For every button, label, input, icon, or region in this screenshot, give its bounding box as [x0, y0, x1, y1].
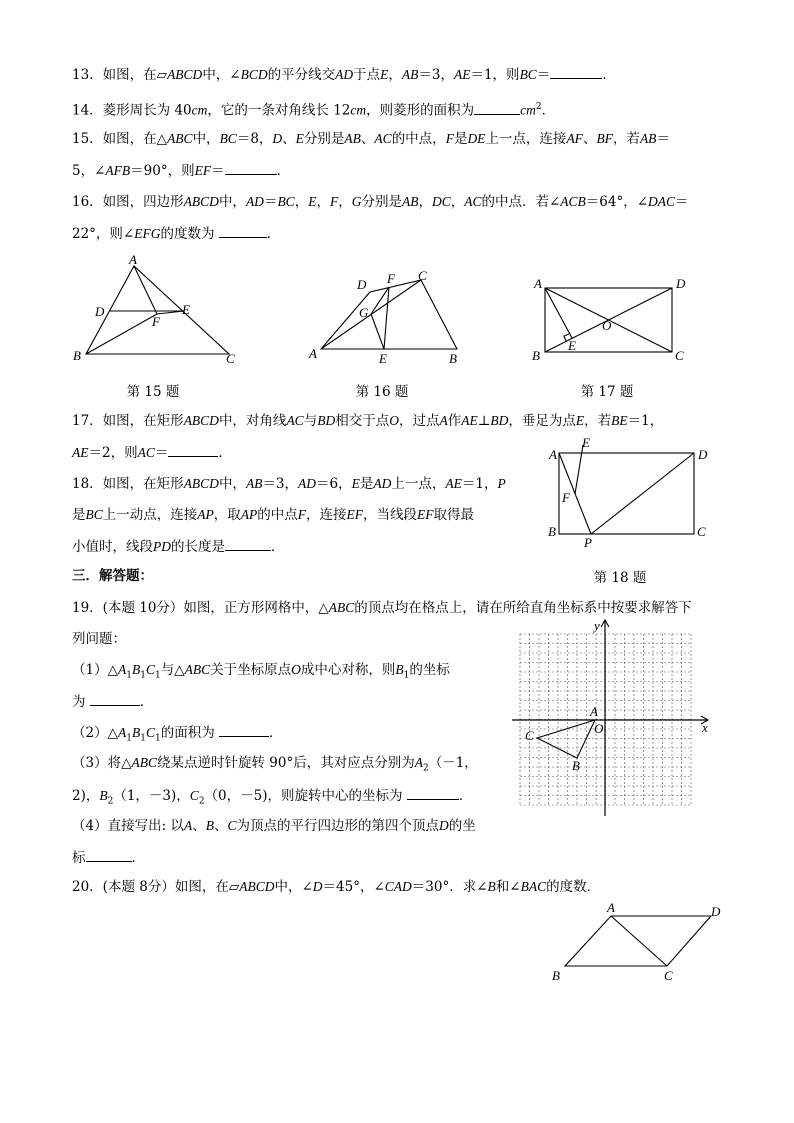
- label-f: F: [152, 314, 160, 329]
- question-14: 14．菱形周长为 40cm，它的一条对角线长 12cm，则菱形的面积为 $cm^2$．: [72, 97, 555, 121]
- question-19-part-1: $(1)\triangle A_1B_1C_1$与△ABC关于坐标原点O成中心对称，则$B_1$的坐标: [72, 662, 450, 681]
- label-b: B: [552, 968, 560, 983]
- label-a: A: [129, 252, 137, 267]
- segment-pd: [591, 453, 694, 534]
- answer-blank[interactable]: [86, 847, 132, 862]
- question-13: 13．如图，在▱ABCD中，∠BCD的平分线交AD于点E，AB＝3，AE＝1，则BC＝ ．: [72, 64, 616, 85]
- label-x: x: [702, 720, 708, 735]
- figure-18: [544, 436, 714, 550]
- label-o: O: [602, 318, 612, 333]
- answer-blank[interactable]: [90, 691, 140, 706]
- label-a: A: [590, 704, 598, 719]
- question-17-line-2: AE＝2，则AC＝ ．: [72, 442, 232, 463]
- label-y: y: [594, 618, 600, 633]
- label-d: D: [698, 447, 708, 462]
- label-d: D: [711, 904, 721, 919]
- label-a: A: [534, 276, 542, 291]
- figure-19-grid: [510, 616, 720, 820]
- label-b: B: [73, 348, 81, 363]
- label-g: G: [359, 305, 369, 320]
- label-b: B: [548, 524, 556, 539]
- label-p: P: [584, 535, 592, 550]
- label-f: F: [562, 490, 570, 505]
- label-c: C: [418, 268, 427, 283]
- answer-blank[interactable]: [225, 160, 277, 175]
- question-19-line-2: 列问题：: [72, 631, 126, 647]
- section-heading: 三．解答题：: [72, 568, 153, 584]
- question-15-line-2: 5，∠AFB＝90°，则EF＝ ．: [72, 160, 290, 181]
- label-f: F: [387, 271, 395, 286]
- figure-16: [302, 266, 472, 370]
- label-d: D: [676, 276, 686, 291]
- label-e: E: [182, 302, 190, 317]
- answer-blank[interactable]: [225, 536, 271, 551]
- answer-blank[interactable]: [550, 64, 602, 79]
- label-c: C: [697, 524, 706, 539]
- segment-af: [134, 266, 157, 314]
- triangle-abc: [86, 266, 229, 354]
- answer-blank[interactable]: [219, 722, 269, 737]
- question-19-part-4: （4）直接写出: 以A、B、C为顶点的平行四边形的第四个顶点D的坐: [72, 818, 476, 834]
- question-17-line-1: 17．如图，在矩形ABCD中，对角线AC与BD相交于点O，过点A作AE⊥BD，垂足为点E，若BE＝1，: [72, 413, 664, 429]
- label-e: E: [379, 351, 387, 366]
- label-c: C: [664, 968, 673, 983]
- label-b: B: [449, 351, 457, 366]
- label-c: C: [525, 728, 534, 743]
- question-19-part-3: （3）将△ABC绕某点逆时针旋转 90°后，其对应点分别为$A_2(-1$，: [72, 755, 478, 774]
- question-18-line-3: 小值时，线段PD的长度是 ．: [72, 536, 285, 557]
- parallelogram-abcd: [565, 916, 711, 966]
- triangle-abc: [537, 720, 595, 758]
- label-a: A: [549, 447, 557, 462]
- label-c: C: [675, 348, 684, 363]
- question-19-part-2: $(2)\triangle A_1B_1C_1$的面积为 ．: [72, 722, 283, 749]
- question-20: 20．(本题 8分）如图，在▱ABCD中，∠D＝45°，∠CAD＝30°．求∠B和∠BAC的度数．: [72, 879, 601, 895]
- label-d: D: [357, 277, 367, 292]
- caption-18: 第 18 题: [593, 570, 647, 586]
- segment-fe: [384, 287, 389, 349]
- answer-blank[interactable]: [474, 100, 520, 115]
- question-16-line-2: 22°，则∠EFG的度数为 ．: [72, 223, 280, 244]
- label-o: O: [594, 721, 604, 736]
- question-19-line-1: 19．(本题 10分）如图，正方形网格中，△ABC的顶点均在格点上，请在所给直角坐标系中按要求解答下: [72, 600, 692, 616]
- label-b: B: [532, 348, 540, 363]
- caption-17: 第 17 题: [580, 384, 634, 400]
- answer-blank[interactable]: [407, 785, 459, 800]
- caption-15: 第 15 题: [126, 384, 180, 400]
- answer-blank[interactable]: [219, 223, 267, 238]
- segment-ge: [371, 314, 384, 349]
- label-d: D: [95, 304, 105, 319]
- segment-ef: [575, 445, 583, 494]
- question-16-line-1: 16．如图，四边形ABCD中，AD＝BC，E，F，G分别是AB，DC，AC的中点．若∠ACB＝64°，∠DAC＝: [72, 194, 689, 210]
- diagonal-ac: [611, 916, 667, 966]
- label-c: C: [226, 351, 235, 366]
- label-e: E: [582, 435, 590, 450]
- question-19-part-4-cont: 标 ．: [72, 847, 145, 868]
- question-18-line-2: 是BC上一动点，连接AP，取AP的中点F，连接EF，当线段EF取得最: [72, 507, 475, 523]
- label-a: A: [309, 346, 317, 361]
- question-19-part-3-cont: 2)，$B_2(1$，－3)，$C_2(0$，－5)，则旋转中心的坐标为 ．: [72, 785, 472, 812]
- label-b: B: [572, 758, 580, 773]
- question-19-part-1-cont: 为 ．: [72, 691, 153, 712]
- label-a: A: [607, 900, 615, 915]
- figure-15: [66, 252, 246, 370]
- segment-ae: [545, 288, 572, 338]
- question-15-line-1: 15．如图，在△ABC中，BC＝8，D、E分别是AB、AC的中点，F是DE上一点，连接AF、BF，若AB＝: [72, 131, 670, 147]
- figure-17: [528, 272, 698, 370]
- answer-blank[interactable]: [168, 442, 218, 457]
- label-e: E: [568, 338, 576, 353]
- caption-16: 第 16 题: [355, 384, 409, 400]
- figure-20: [546, 900, 736, 990]
- question-18-line-1: 18．如图，在矩形ABCD中，AB＝3，AD＝6，E是AD上一点，AE＝1，P: [72, 476, 506, 492]
